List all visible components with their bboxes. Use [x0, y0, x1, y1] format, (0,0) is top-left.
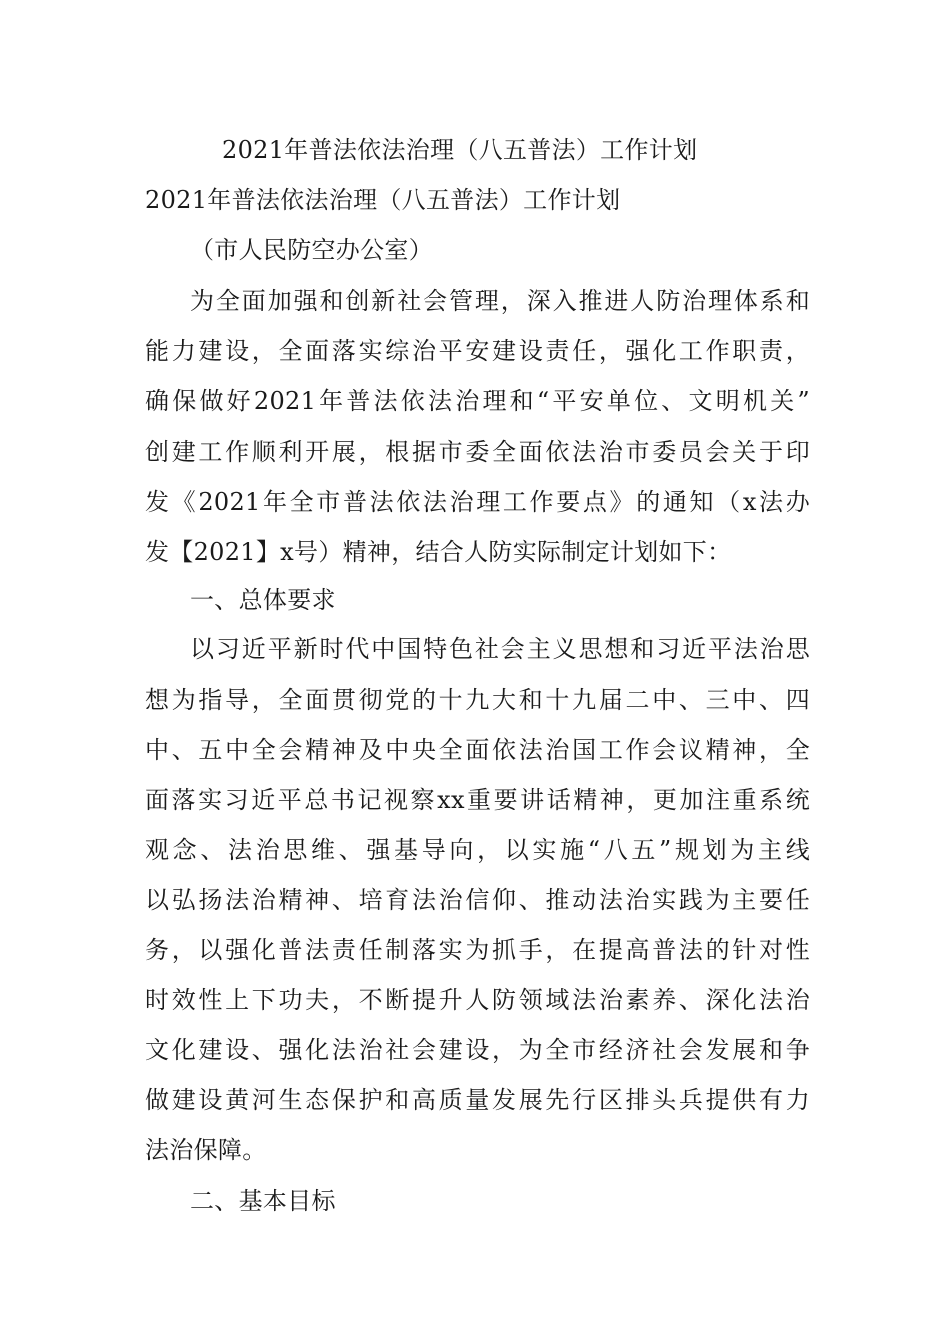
section1-line: 想为指导，全面贯彻党的十九大和十九届二中、三中、四: [145, 686, 810, 714]
section1-line: 文化建设、强化法治社会建设，为全市经济社会发展和争: [145, 1036, 810, 1064]
section1-line: 做建设黄河生态保护和高质量发展先行区排头兵提供有力: [145, 1086, 810, 1114]
intro-line: 为全面加强和创新社会管理，深入推进人防治理体系和: [190, 287, 810, 315]
section1-line: 以弘扬法治精神、培育法治信仰、推动法治实践为主要任: [145, 886, 810, 914]
intro-line: 发【2021】x号）精神，结合人防实际制定计划如下：: [145, 538, 732, 566]
intro-line: 发《2021年全市普法依法治理工作要点》的通知（x法办: [145, 488, 810, 516]
section-heading: 二、基本目标: [190, 1187, 336, 1215]
section1-line: 时效性上下功夫，不断提升人防领域法治素养、深化法治: [145, 986, 810, 1014]
intro-line: 能力建设，全面落实综治平安建设责任，强化工作职责，: [145, 337, 810, 365]
section-heading: 一、总体要求: [190, 586, 336, 614]
intro-line: 确保做好2021年普法依法治理和“平安单位、文明机关”: [145, 387, 810, 415]
section1-line: 观念、法治思维、强基导向，以实施“八五”规划为主线: [145, 836, 810, 864]
document-subtitle: 2021年普法依法治理（八五普法）工作计划: [145, 186, 621, 214]
section1-line: 中、五中全会精神及中央全面依法治国工作会议精神，全: [145, 736, 810, 764]
intro-line: 创建工作顺利开展，根据市委全面依法治市委员会关于印: [145, 438, 810, 466]
section1-line: 以习近平新时代中国特色社会主义思想和习近平法治思: [190, 635, 810, 663]
document-title: 2021年普法依法治理（八五普法）工作计划: [222, 136, 698, 164]
section1-line: 面落实习近平总书记视察xx重要讲话精神，更加注重系统: [145, 786, 810, 814]
section1-line: 务，以强化普法责任制落实为抓手，在提高普法的针对性: [145, 936, 810, 964]
issuer-line: （市人民防空办公室）: [190, 236, 433, 264]
section1-line: 法治保障。: [145, 1136, 267, 1164]
